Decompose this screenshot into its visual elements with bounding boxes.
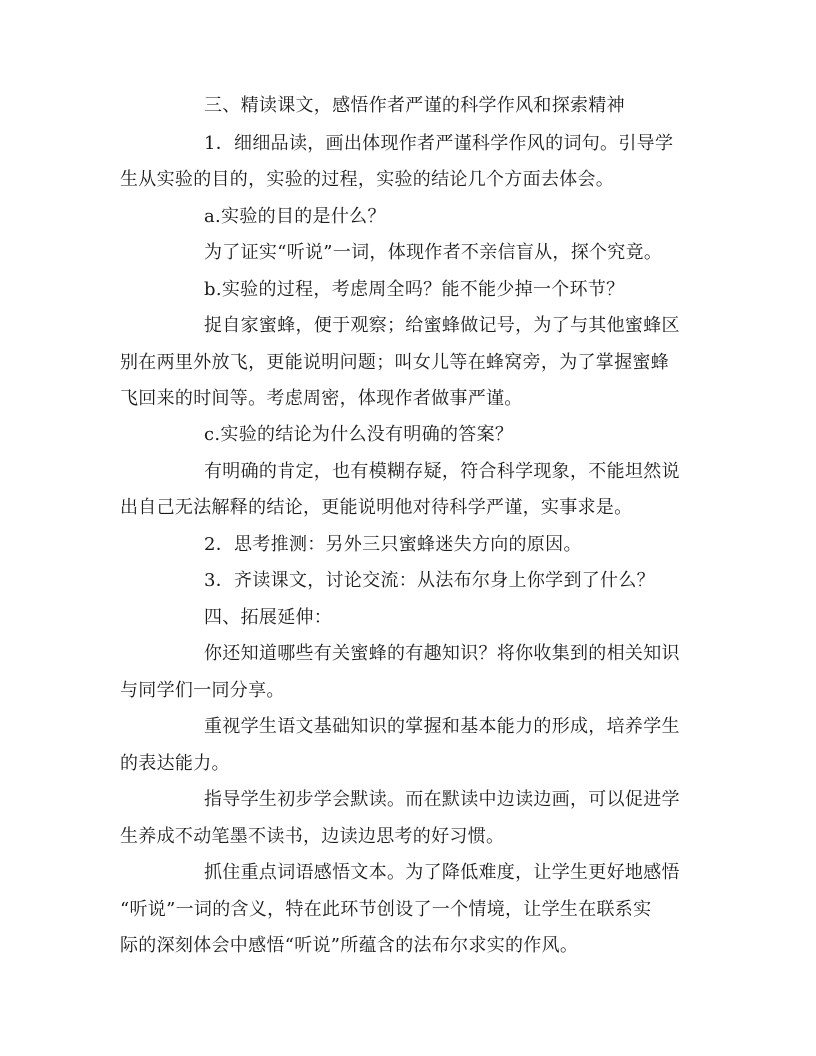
paragraph-line: 重视学生语文基础知识的掌握和基本能力的形成，培养学生 <box>204 716 680 737</box>
paragraph-line: 有明确的肯定，也有模糊存疑，符合科学现象，不能坦然说 <box>204 461 680 482</box>
list-item-2: 2．思考推测：另外三只蜜蜂迷失方向的原因。 <box>204 534 582 555</box>
paragraph-line: 指导学生初步学会默读。而在默读中边读边画，可以促进学 <box>204 789 680 810</box>
list-item-3: 3．齐读课文，讨论交流：从法布尔身上你学到了什么？ <box>204 570 655 591</box>
paragraph-line: 捉自家蜜蜂，便于观察；给蜜蜂做记号，为了与其他蜜蜂区 <box>204 315 680 336</box>
question-c: c.实验的结论为什么没有明确的答案？ <box>204 424 514 445</box>
paragraph-line: 出自己无法解释的结论，更能说明他对待科学严谨，实事求是。 <box>120 497 633 518</box>
paragraph-line: 别在两里外放飞，更能说明问题；叫女儿等在蜂窝旁，为了掌握蜜蜂 <box>120 352 669 373</box>
paragraph-line: 际的深刻体会中感悟“听说”所蕴含的法布尔求实的作风。 <box>120 935 579 956</box>
section-heading-3: 三、精读课文，感悟作者严谨的科学作风和探索精神 <box>204 95 625 116</box>
paragraph-line: “听说”一词的含义，特在此环节创设了一个情境，让学生在联系实 <box>120 899 652 920</box>
question-b: b.实验的过程，考虑周全吗？能不能少掉一个环节？ <box>204 279 625 300</box>
paragraph-line: 与同学们一同分享。 <box>120 680 285 701</box>
paragraph-line: 为了证实“听说”一词，体现作者不亲信盲从，探个究竟。 <box>204 242 663 263</box>
paragraph-line: 的表达能力。 <box>120 753 230 774</box>
paragraph-line: 飞回来的时间等。考虑周密，体现作者做事严谨。 <box>120 388 523 409</box>
paragraph-line: 你还知道哪些有关蜜蜂的有趣知识？将你收集到的相关知识 <box>204 643 680 664</box>
paragraph-line: 生从实验的目的，实验的过程，实验的结论几个方面去体会。 <box>120 169 615 190</box>
paragraph-line: 1．细细品读，画出体现作者严谨科学作风的词句。引导学 <box>204 133 674 154</box>
paragraph-line: 生养成不动笔墨不读书，边读边思考的好习惯。 <box>120 826 505 847</box>
section-heading-4: 四、拓展延伸： <box>204 607 333 628</box>
question-a: a.实验的目的是什么？ <box>204 206 386 227</box>
paragraph-line: 抓住重点词语感悟文本。为了降低难度，让学生更好地感悟 <box>204 862 680 883</box>
